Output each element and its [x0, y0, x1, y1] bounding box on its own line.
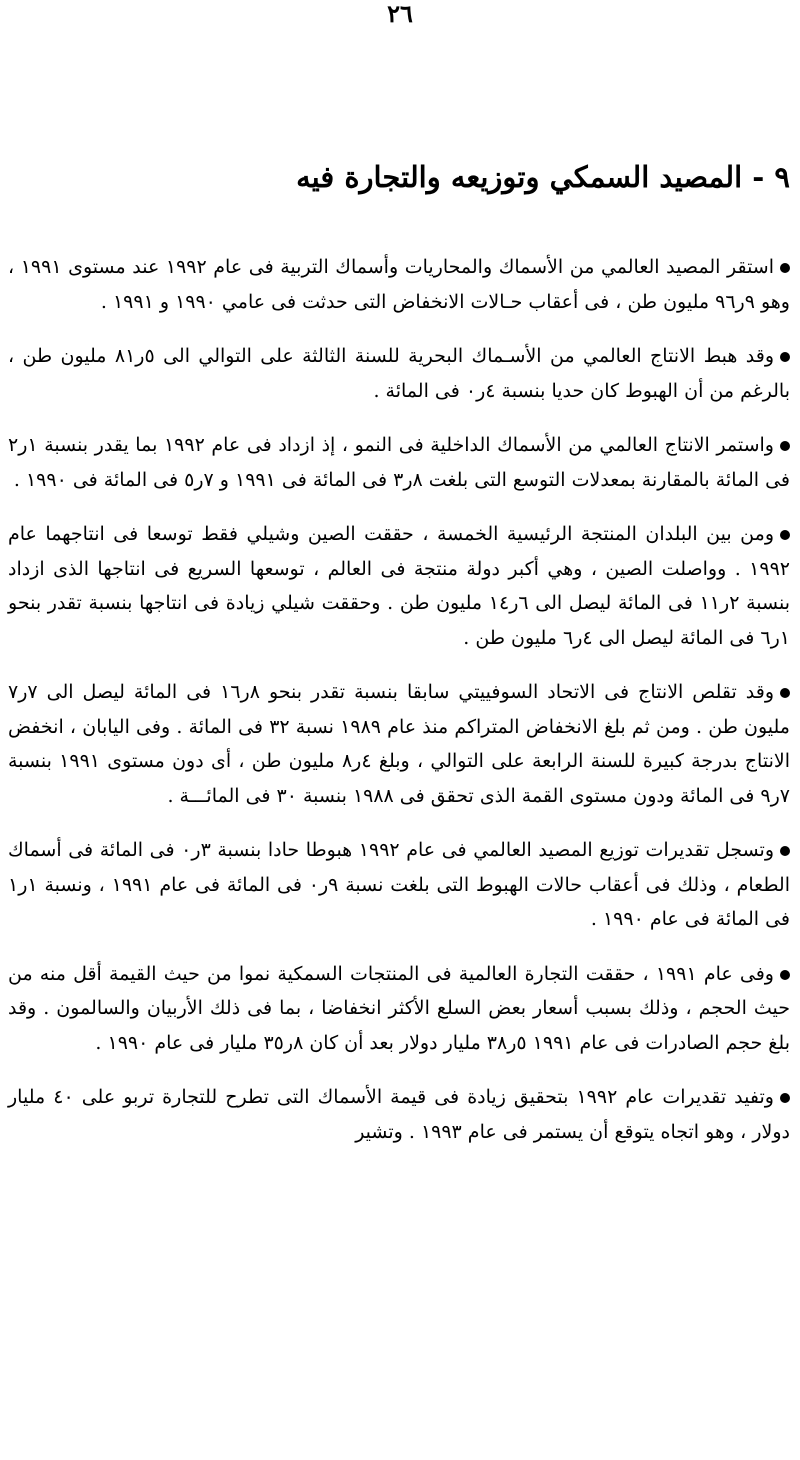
bullet-icon — [780, 970, 790, 980]
paragraph — [8, 833, 790, 937]
paragraph — [8, 675, 790, 813]
paragraph-text: وتسجل تقديرات توزيع المصيد العالمي فى عام ١٩٩٢ هبوطا حادا بنسبة ٣ر٠ فى المائة فى أسماك الطعام ، وذلك فى أعقاب حالات الهبوط التى بلغت نسبة ٩ر٠ فى المائة فى عام ١٩٩١ ، ونسبة ١ر١ فى المائة فى عام ١٩٩٠ . — [8, 839, 790, 930]
section-title: ٩ - المصيد السمكي وتوزيعه والتجارة فيه — [296, 160, 790, 194]
paragraph-text: وقد هبط الانتاج العالمي من الأسـماك البحرية للسنة الثالثة على التوالي الى ٥ر٨١ مليون طن ، بالرغم من أن الهبوط كان حديا بنسبة ٤ر٠ فى المائة . — [8, 345, 790, 402]
paragraph — [8, 517, 790, 655]
bullet-icon — [780, 846, 790, 856]
paragraph-text: وفى عام ١٩٩١ ، حققت التجارة العالمية فى المنتجات السمكية نموا من حيث القيمة أقل منه من حيث الحجم ، وذلك بسبب أسعار بعض السلع الأكثر انخفاضا ، بما فى ذلك الأربيان والسالمون . وقد بلغ حجم الصادرات فى عام ١٩٩١ ٥ر٣٨ مليار دولار بعد أن كان ٨ر٣٥ مليار فى عام ١٩٩٠ . — [8, 962, 790, 1054]
bullet-icon — [780, 263, 790, 273]
bullet-icon — [780, 1093, 790, 1103]
bullet-icon — [780, 530, 790, 540]
body-text — [8, 250, 790, 1169]
bullet-icon — [780, 688, 790, 698]
bullet-icon — [780, 441, 790, 451]
paragraph-text: استقر المصيد العالمي من الأسماك والمحاريات وأسماك التربية فى عام ١٩٩٢ عند مستوى ١٩٩١ ، وهو ٩ر٩٦ مليون طن ، فى أعقاب حـالات الانخفاض التى حدثت فى عامي ١٩٩٠ و ١٩٩١ . — [8, 256, 790, 313]
paragraph-text: ومن بين البلدان المنتجة الرئيسية الخمسة ، حققت الصين وشيلي فقط توسعا فى انتاجهما عام ١٩٩٢ . وواصلت الصين ، وهي أكبر دولة منتجة فى العالم ، توسعها السريع فى انتاجها الذى ازداد بنسبة ٢ر١١ فى المائة ليصل الى ٦ر١٤ مليون طن . وحققت شيلي زيادة فى انتاجها بنسبة تقدر بنحو ١ر٦ فى المائة ليصل الى ٤ر٦ مليون طن . — [8, 523, 791, 649]
paragraph — [8, 957, 790, 1061]
paragraph — [8, 1080, 790, 1149]
bullet-icon — [780, 352, 790, 362]
paragraph-text: وقد تقلص الانتاج فى الاتحاد السوفييتي سابقا بنسبة تقدر بنحو ٨ر١٦ فى المائة ليصل الى ٧ر٧ مليون طن . ومن ثم بلغ الانخفاض المتراكم منذ عام ١٩٨٩ نسبة ٣٢ فى المائة . وفى اليابان ، انخفض الانتاج بدرجة كبيرة للسنة الرابعة على التوالي ، وبلغ ٤ر٨ مليون طن ، أى دون مستوى ١٩٩١ بنسبة ٧ر٩ فى المائة ودون مستوى القمة الذى تحقق فى ١٩٨٨ بنسبة ٣٠ فى المائـــة . — [8, 681, 790, 807]
paragraph-text: وتفيد تقديرات عام ١٩٩٢ بتحقيق زيادة فى قيمة الأسماك التى تطرح للتجارة تربو على ٤٠ مليار دولار ، وهو اتجاه يتوقع أن يستمر فى عام ١٩٩٣ . وتشير — [8, 1086, 790, 1143]
paragraph — [8, 250, 790, 319]
paragraph-text: واستمر الانتاج العالمي من الأسماك الداخلية فى النمو ، إذ ازداد فى عام ١٩٩٢ بما يقدر بنسبة ١ر٢ فى المائة بالمقارنة بمعدلات التوسع التى بلغت ٨ر٣ فى المائة فى ١٩٩١ و ٧ر٥ فى المائة فى ١٩٩٠ . — [8, 434, 790, 491]
paragraph — [8, 428, 790, 497]
page-number: ٢٦ — [387, 0, 413, 28]
paragraph — [8, 339, 790, 408]
